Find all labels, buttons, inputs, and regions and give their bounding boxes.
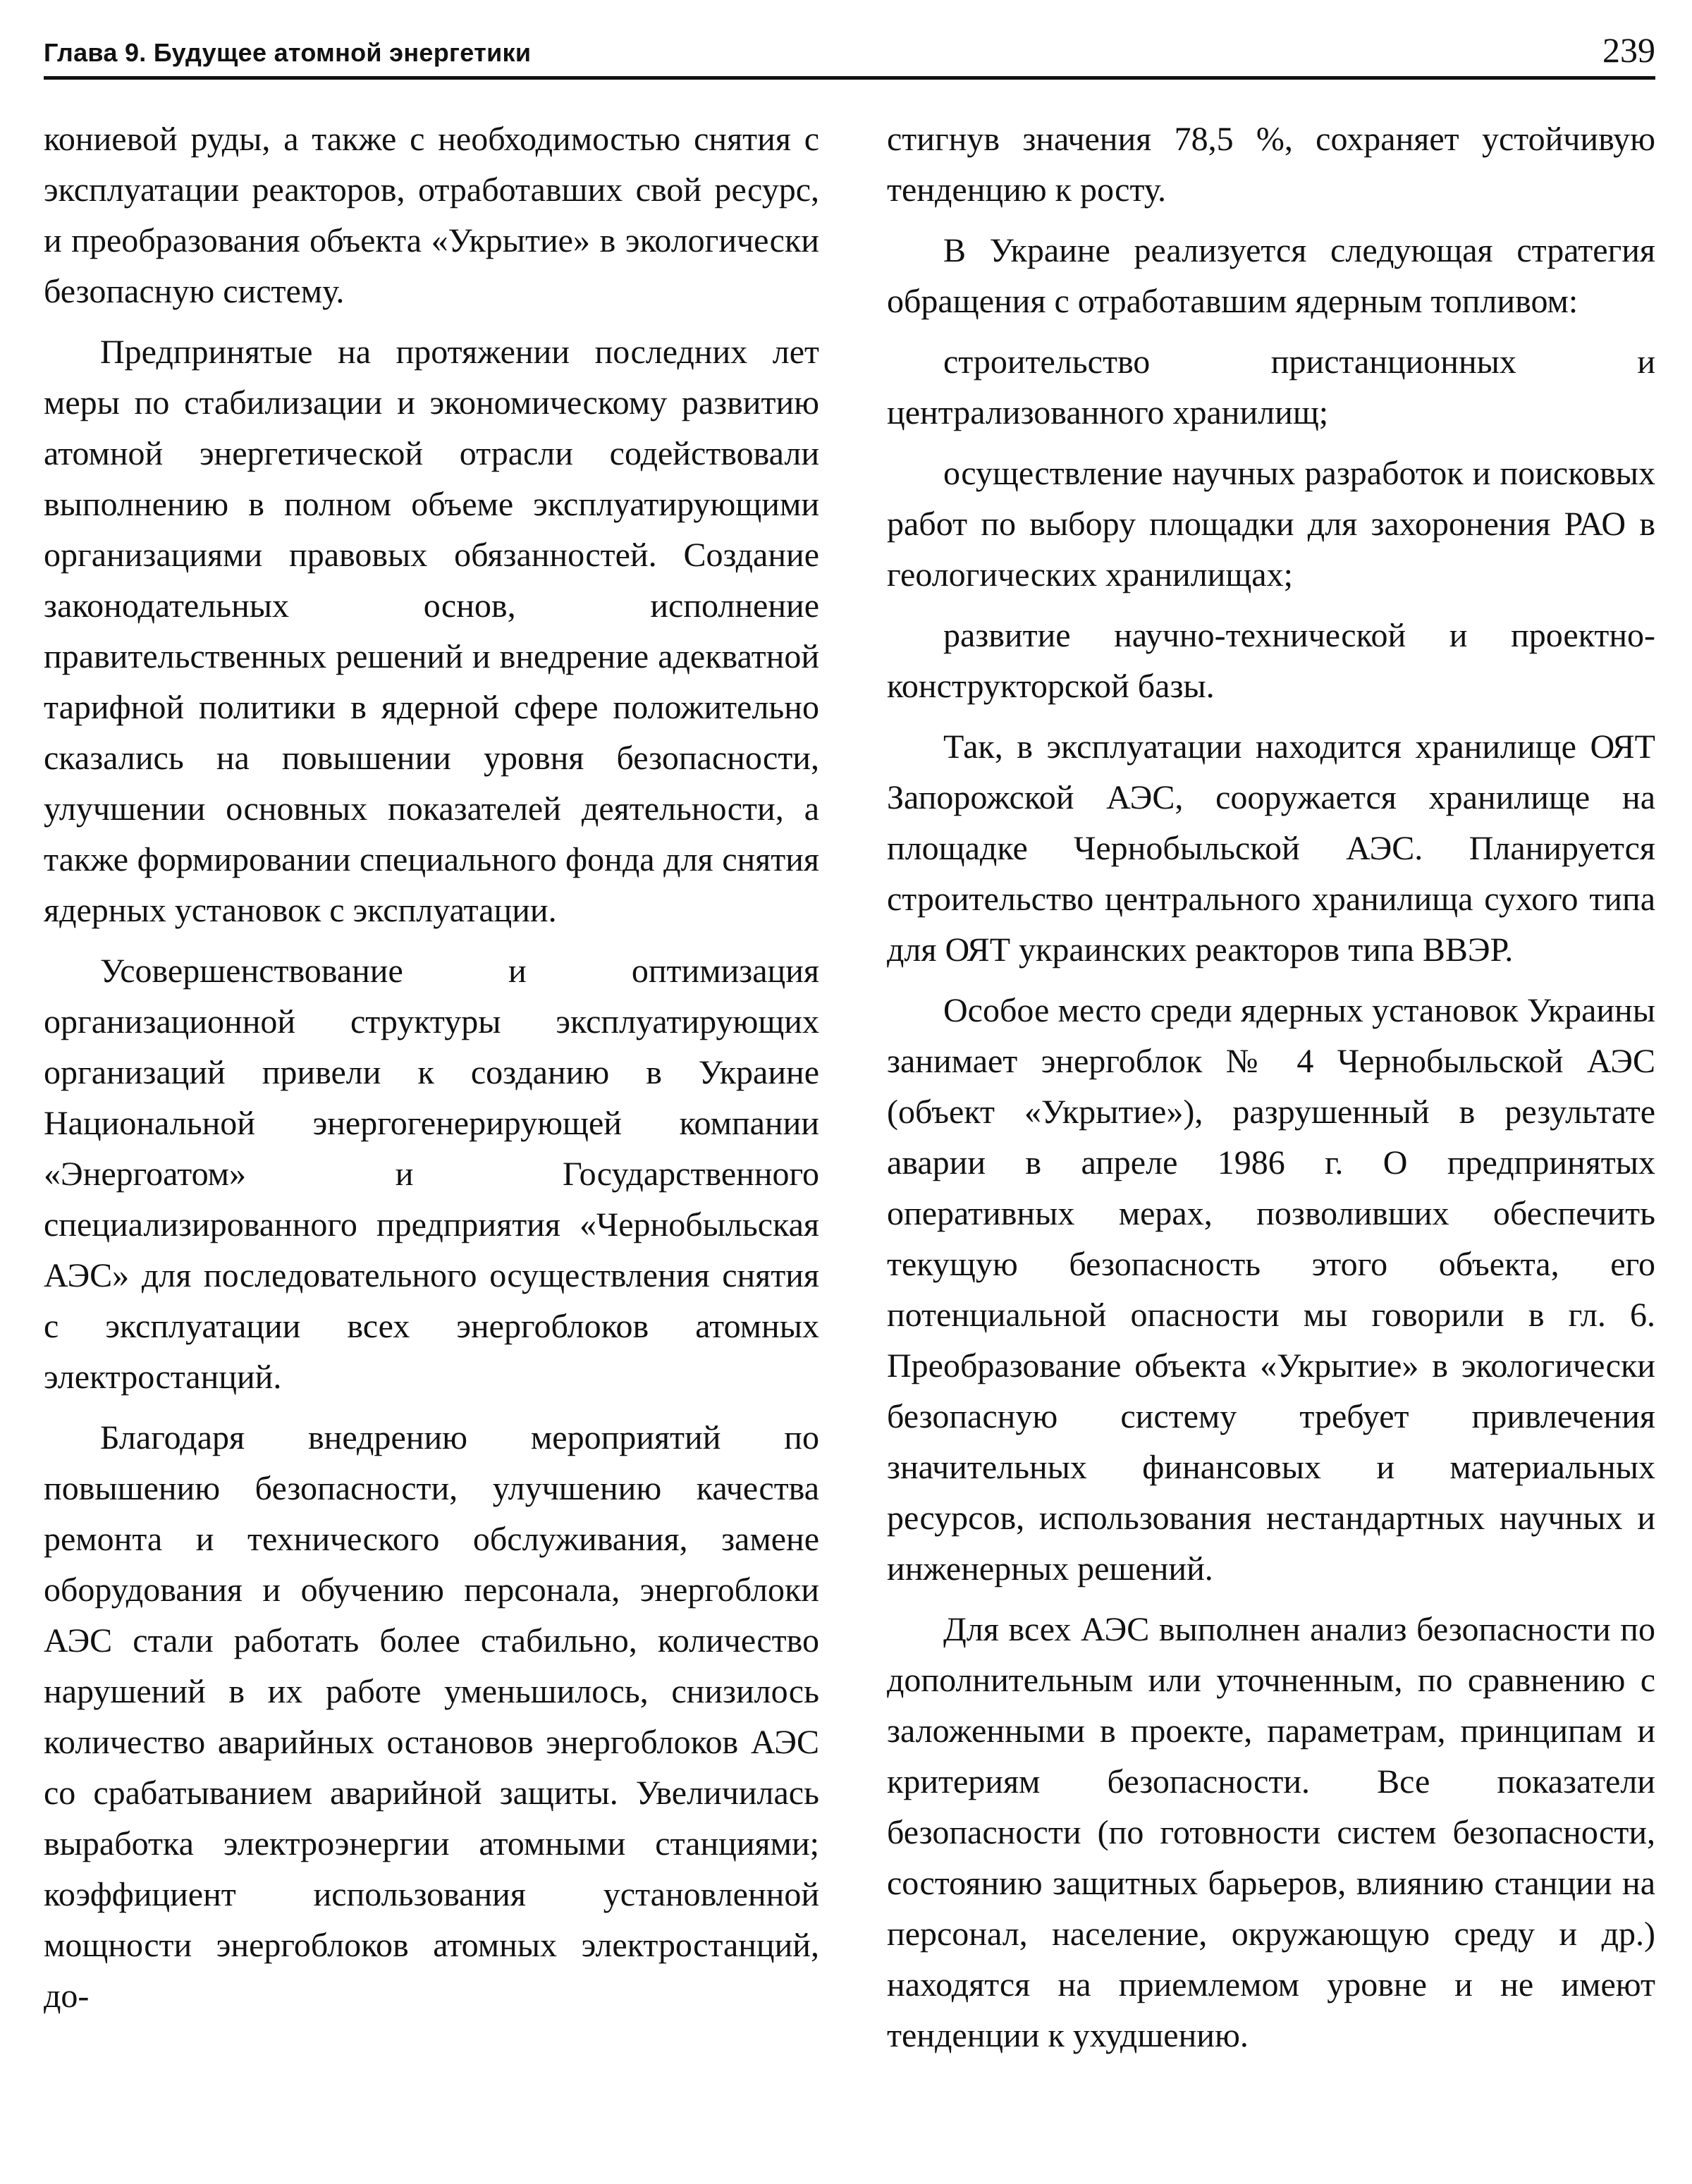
- paragraph-continued: стигнув значения 78,5 %, сохраняет устойчивую тенденцию к росту.: [887, 121, 1655, 209]
- paragraph: Для всех АЭС выполнен анализ безопасности по дополнительным или уточненным, по сравнению с заложенными в проекте, параметрам, принципам и критериям безопасности. Все показатели безопасности (по готовности систем безопасности, состоянию защитных барьеров, влиянию станции на персонал, население, окружающую среду и др.) находятся на приемлемом уровне и не имеют тенденции к ухудшению.: [887, 1611, 1655, 2054]
- running-header: [44, 27, 1655, 80]
- paragraph: Усовершенствование и оптимизация организационной структуры эксплуатирующих организаций привели к созданию в Украине Национальной энергогенерирующей компании «Энергоатом» и Государственного специализированного предприятия «Чернобыльская АЭС» для последовательного осуществления снятия с эксплуатации всех энергоблоков атомных электростанций.: [44, 952, 819, 1396]
- paragraph: Предпринятые на протяжении последних лет меры по стабилизации и экономическому развитию атомной энергетической отрасли содействовали выполнению в полном объеме эксплуатирующими организациями правовых обязанностей. Создание законодательных основ, исполнение правительственных решений и внедрение адекватной тарифной политики в ядерной сфере положительно сказались на повышении уровня безопасности, улучшении основных показателей деятельности, а также формировании специального фонда для снятия ядерных установок с эксплуатации.: [44, 333, 819, 929]
- list-item: строительство пристанционных и централизованного хранилищ;: [887, 343, 1655, 431]
- paragraph: Особое место среди ядерных установок Украины занимает энергоблок № 4 Чернобыльской АЭС (объект «Укрытие»), разрушенный в результате аварии в апреле 1986 г. О предпринятых оперативных мерах, позволивших обеспечить текущую безопасность этого объекта, его потенциальной опасности мы говорили в гл. 6. Преобразование объекта «Укрытие» в экологически безопасную систему требует привлечения значительных финансовых и материальных ресурсов, использования нестандартных научных и инженерных решений.: [887, 992, 1655, 1588]
- chapter-title: Глава 9. Будущее атомной энергетики: [44, 38, 532, 67]
- page-number: 239: [1602, 30, 1655, 70]
- list-item: развитие научно-технической и проектно-конструкторской базы.: [887, 617, 1655, 705]
- paragraph-continued: кониевой руды, а также с необходимостью снятия с эксплуатации реакторов, отработавших свой ресурс, и преобразования объекта «Укрытие» в экологически безопасную систему.: [44, 121, 819, 310]
- paragraph: В Украине реализуется следующая стратегия обращения с отработавшим ядерным топливом:: [887, 232, 1655, 320]
- paragraph: Так, в эксплуатации находится хранилище ОЯТ Запорожской АЭС, сооружается хранилище на площадке Чернобыльской АЭС. Планируется строительство центрального хранилища сухого типа для ОЯТ украинских реакторов типа ВВЭР.: [887, 728, 1655, 969]
- left-text-column: [44, 114, 819, 2032]
- list-item: осуществление научных разработок и поисковых работ по выбору площадки для захоронения РАО в геологических хранилищах;: [887, 455, 1655, 594]
- right-text-column: [887, 114, 1655, 2071]
- paragraph: Благодаря внедрению мероприятий по повышению безопасности, улучшению качества ремонта и технического обслуживания, замене оборудования и обучению персонала, энергоблоки АЭС стали работать более стабильно, количество нарушений в их работе уменьшилось, снизилось количество аварийных остановов энергоблоков АЭС со срабатыванием аварийной защиты. Увеличилась выработка электроэнергии атомными станциями; коэффициент использования установленной мощности энергоблоков атомных электростанций, до-: [44, 1419, 819, 2015]
